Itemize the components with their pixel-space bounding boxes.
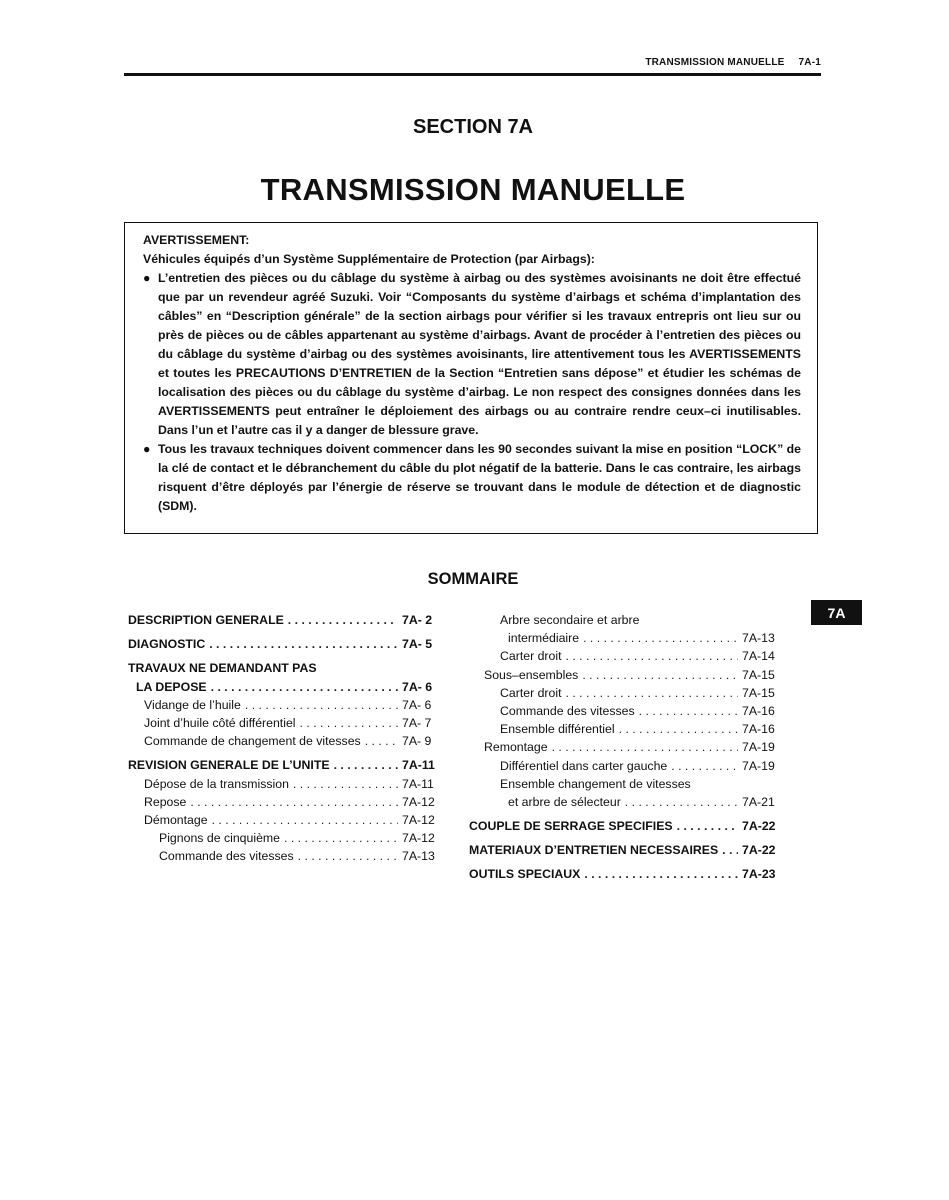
toc-entry[interactable] [469, 775, 778, 793]
toc-entry[interactable] [128, 696, 438, 714]
toc-entry-title: Différentiel dans carter gauche [500, 758, 668, 773]
toc-entry[interactable] [469, 684, 778, 702]
toc-entry[interactable] [469, 702, 778, 720]
toc-entry[interactable] [469, 841, 778, 859]
toc-entry-title: COUPLE DE SERRAGE SPECIFIES [469, 819, 673, 834]
toc-entry-title: DESCRIPTION GENERALE [128, 613, 284, 627]
toc-entry-title: Commande des vitesses [500, 703, 635, 718]
warning-item [143, 440, 801, 516]
toc-leader [365, 732, 398, 750]
toc-entry-title: DIAGNOSTIC [128, 637, 206, 652]
toc-left-column [128, 611, 438, 865]
warning-subheading: Véhicules équipés d’un Système Supplémentaire de Protection (par Airbags): [143, 252, 595, 266]
toc-entry-title: Ensemble changement de vitesses [500, 776, 691, 791]
running-title: TRANSMISSION MANUELLE [645, 57, 785, 68]
page-title: TRANSMISSION MANUELLE [260, 172, 686, 207]
toc-leader [209, 635, 398, 653]
toc-entry-page: 7A-12 [402, 812, 435, 827]
toc-entry-page: 7A-15 [742, 685, 775, 700]
running-header [645, 57, 821, 68]
toc-leader [245, 696, 398, 714]
toc-entry-page: 7A- 2 [402, 613, 433, 627]
bullet-icon: ● [143, 271, 151, 285]
toc-entry-page: 7A- 6 [402, 679, 433, 694]
toc-entry-title: Dépose de la transmission [144, 776, 289, 791]
toc-entry-page: 7A-22 [742, 819, 776, 834]
toc-leader [288, 611, 398, 629]
toc-entry-title: Arbre secondaire et arbre [500, 613, 640, 627]
toc-entry-title: Carter droit [500, 685, 562, 700]
toc-leader [722, 841, 738, 859]
toc-entry[interactable] [128, 775, 438, 793]
toc-entry-title: Sous–ensembles [484, 667, 579, 682]
toc-entry[interactable] [469, 817, 778, 835]
toc-entry[interactable] [469, 611, 778, 629]
warning-item [143, 269, 801, 440]
bullet-icon: ● [143, 442, 151, 456]
toc-entry[interactable] [128, 811, 438, 829]
toc-leader [284, 829, 398, 847]
toc-entry-page: 7A-19 [742, 758, 775, 773]
toc-leader [619, 720, 738, 738]
toc-entry-title: Repose [144, 794, 187, 809]
toc-entry[interactable] [128, 659, 438, 677]
toc-entry[interactable] [128, 635, 438, 653]
toc-entry-title: TRAVAUX NE DEMANDANT PAS [128, 661, 317, 676]
toc-leader [334, 756, 398, 774]
toc-leader [293, 775, 398, 793]
toc-entry[interactable] [469, 738, 778, 756]
toc-entry-title: Vidange de l’huile [144, 697, 241, 712]
toc-entry[interactable] [128, 793, 438, 811]
toc-entry-page: 7A-12 [402, 831, 435, 846]
toc-entry-title: intermédiaire [508, 631, 580, 646]
toc-leader [300, 714, 398, 732]
section-tab-badge: 7A [811, 600, 862, 625]
toc-entry[interactable] [128, 756, 438, 774]
toc-entry-page: 7A-14 [742, 649, 775, 664]
toc-entry-page: 7A-23 [742, 867, 776, 882]
toc-entry-title: et arbre de sélecteur [508, 794, 621, 809]
toc-entry-page: 7A- 5 [402, 637, 433, 652]
toc-entry[interactable] [469, 629, 778, 647]
toc-entry-page: 7A-16 [742, 722, 775, 737]
toc-entry[interactable] [128, 847, 438, 865]
toc-entry[interactable] [128, 732, 438, 750]
toc-entry[interactable] [469, 793, 778, 811]
toc-entry-page: 7A-22 [742, 843, 776, 858]
toc-leader [625, 793, 738, 811]
toc-entry[interactable] [128, 611, 438, 629]
toc-entry[interactable] [128, 829, 438, 847]
toc-entry-title: Carter droit [500, 649, 562, 664]
toc-entry-title: LA DEPOSE [136, 679, 207, 694]
toc-entry-page: 7A- 9 [402, 734, 432, 749]
toc-entry[interactable] [128, 714, 438, 732]
toc-entry-title: Démontage [144, 812, 208, 827]
toc-leader [566, 647, 738, 665]
toc-leader [582, 666, 738, 684]
toc-entry-title: OUTILS SPECIAUX [469, 867, 581, 882]
toc-entry-page: 7A-15 [742, 667, 775, 682]
toc-entry-title: Remontage [484, 740, 548, 755]
toc-entry-page: 7A-19 [742, 740, 775, 755]
toc-leader [671, 757, 738, 775]
toc-leader [212, 811, 398, 829]
toc-entry[interactable] [128, 678, 438, 696]
toc-entry-page: 7A-11 [402, 776, 434, 791]
toc-leader [566, 684, 738, 702]
toc-entry-title: REVISION GENERALE DE L’UNITE [128, 758, 330, 773]
warning-heading: AVERTISSEMENT: [143, 233, 250, 247]
toc-entry[interactable] [469, 647, 778, 665]
toc-leader [211, 678, 398, 696]
toc-entry-title: Joint d’huile côté différentiel [144, 715, 296, 730]
page-number: 7A-1 [798, 57, 821, 68]
toc-leader [298, 847, 398, 865]
toc-entry-page: 7A-13 [742, 631, 775, 646]
section-label: SECTION 7A [412, 116, 534, 138]
toc-entry[interactable] [469, 720, 778, 738]
toc-entry-page: 7A-12 [402, 794, 435, 809]
warning-list [143, 269, 801, 516]
toc-entry-page: 7A-16 [742, 703, 775, 718]
header-rule [124, 73, 821, 76]
toc-entry[interactable] [469, 757, 778, 775]
toc-entry-page: 7A-11 [402, 758, 435, 773]
toc-entry-title: Pignons de cinquième [159, 831, 280, 846]
toc-leader [190, 793, 398, 811]
toc-leader [583, 629, 738, 647]
toc-entry-page: 7A-13 [402, 849, 435, 864]
toc-entry-title: Commande de changement de vitesses [144, 734, 361, 749]
toc-entry-page: 7A- 7 [402, 715, 432, 730]
warning-box [124, 222, 818, 534]
toc-entry-title: Ensemble différentiel [500, 722, 615, 737]
toc-right-column [469, 611, 778, 884]
warning-item-text: L’entretien des pièces ou du câblage du système à airbag ou des systèmes avoisinants ne doit être effectué que par un revendeur agréé Suzuki. Voir “Composants du système d’airbags et schéma d’implantation des câbles” en “Description générale” de la section airbags pour vérifier si les travaux entrepris ont lieu sur ou près de pièces ou de câbles appartenant au système d’airbags. Avant de procéder à l’entretien des pièces ou du câblage du système d’airbag ou des systèmes avoisinants, lire attentivement tous les AVERTISSEMENTS et toutes les PRECAUTIONS D’ENTRETIEN de la Section “Entretien sans dépose” et étudier les schémas de localisation des pièces ou du câblage du système d’airbag. Le non respect des consignes données dans les AVERTISSEMENTS peut entraîner le déploiement des airbags ou au contraire rendre ceux–ci inutilisables. Dans l’un et l’autre cas il y a danger de blessure grave. [158, 271, 801, 437]
warning-item-text: Tous les travaux techniques doivent commencer dans les 90 secondes suivant la mise en position “LOCK” de la clé de contact et le débranchement du câble du plot négatif de la batterie. Dans le cas contraire, les airbags risquent d’être déployés par l’énergie de réserve se trouvant dans le module de détection et de diagnostic (SDM). [158, 442, 801, 513]
toc-leader [584, 865, 738, 883]
toc-entry-page: 7A- 6 [402, 697, 432, 712]
sommaire-title: SOMMAIRE [427, 570, 519, 588]
toc-leader [552, 738, 738, 756]
toc-entry-title: Commande des vitesses [159, 849, 294, 864]
toc-entry[interactable] [469, 865, 778, 883]
toc-entry[interactable] [469, 666, 778, 684]
toc-entry-title: MATERIAUX D’ENTRETIEN NECESSAIRES [469, 843, 719, 858]
toc-leader [639, 702, 738, 720]
toc-entry-page: 7A-21 [742, 794, 775, 809]
toc-leader [677, 817, 738, 835]
